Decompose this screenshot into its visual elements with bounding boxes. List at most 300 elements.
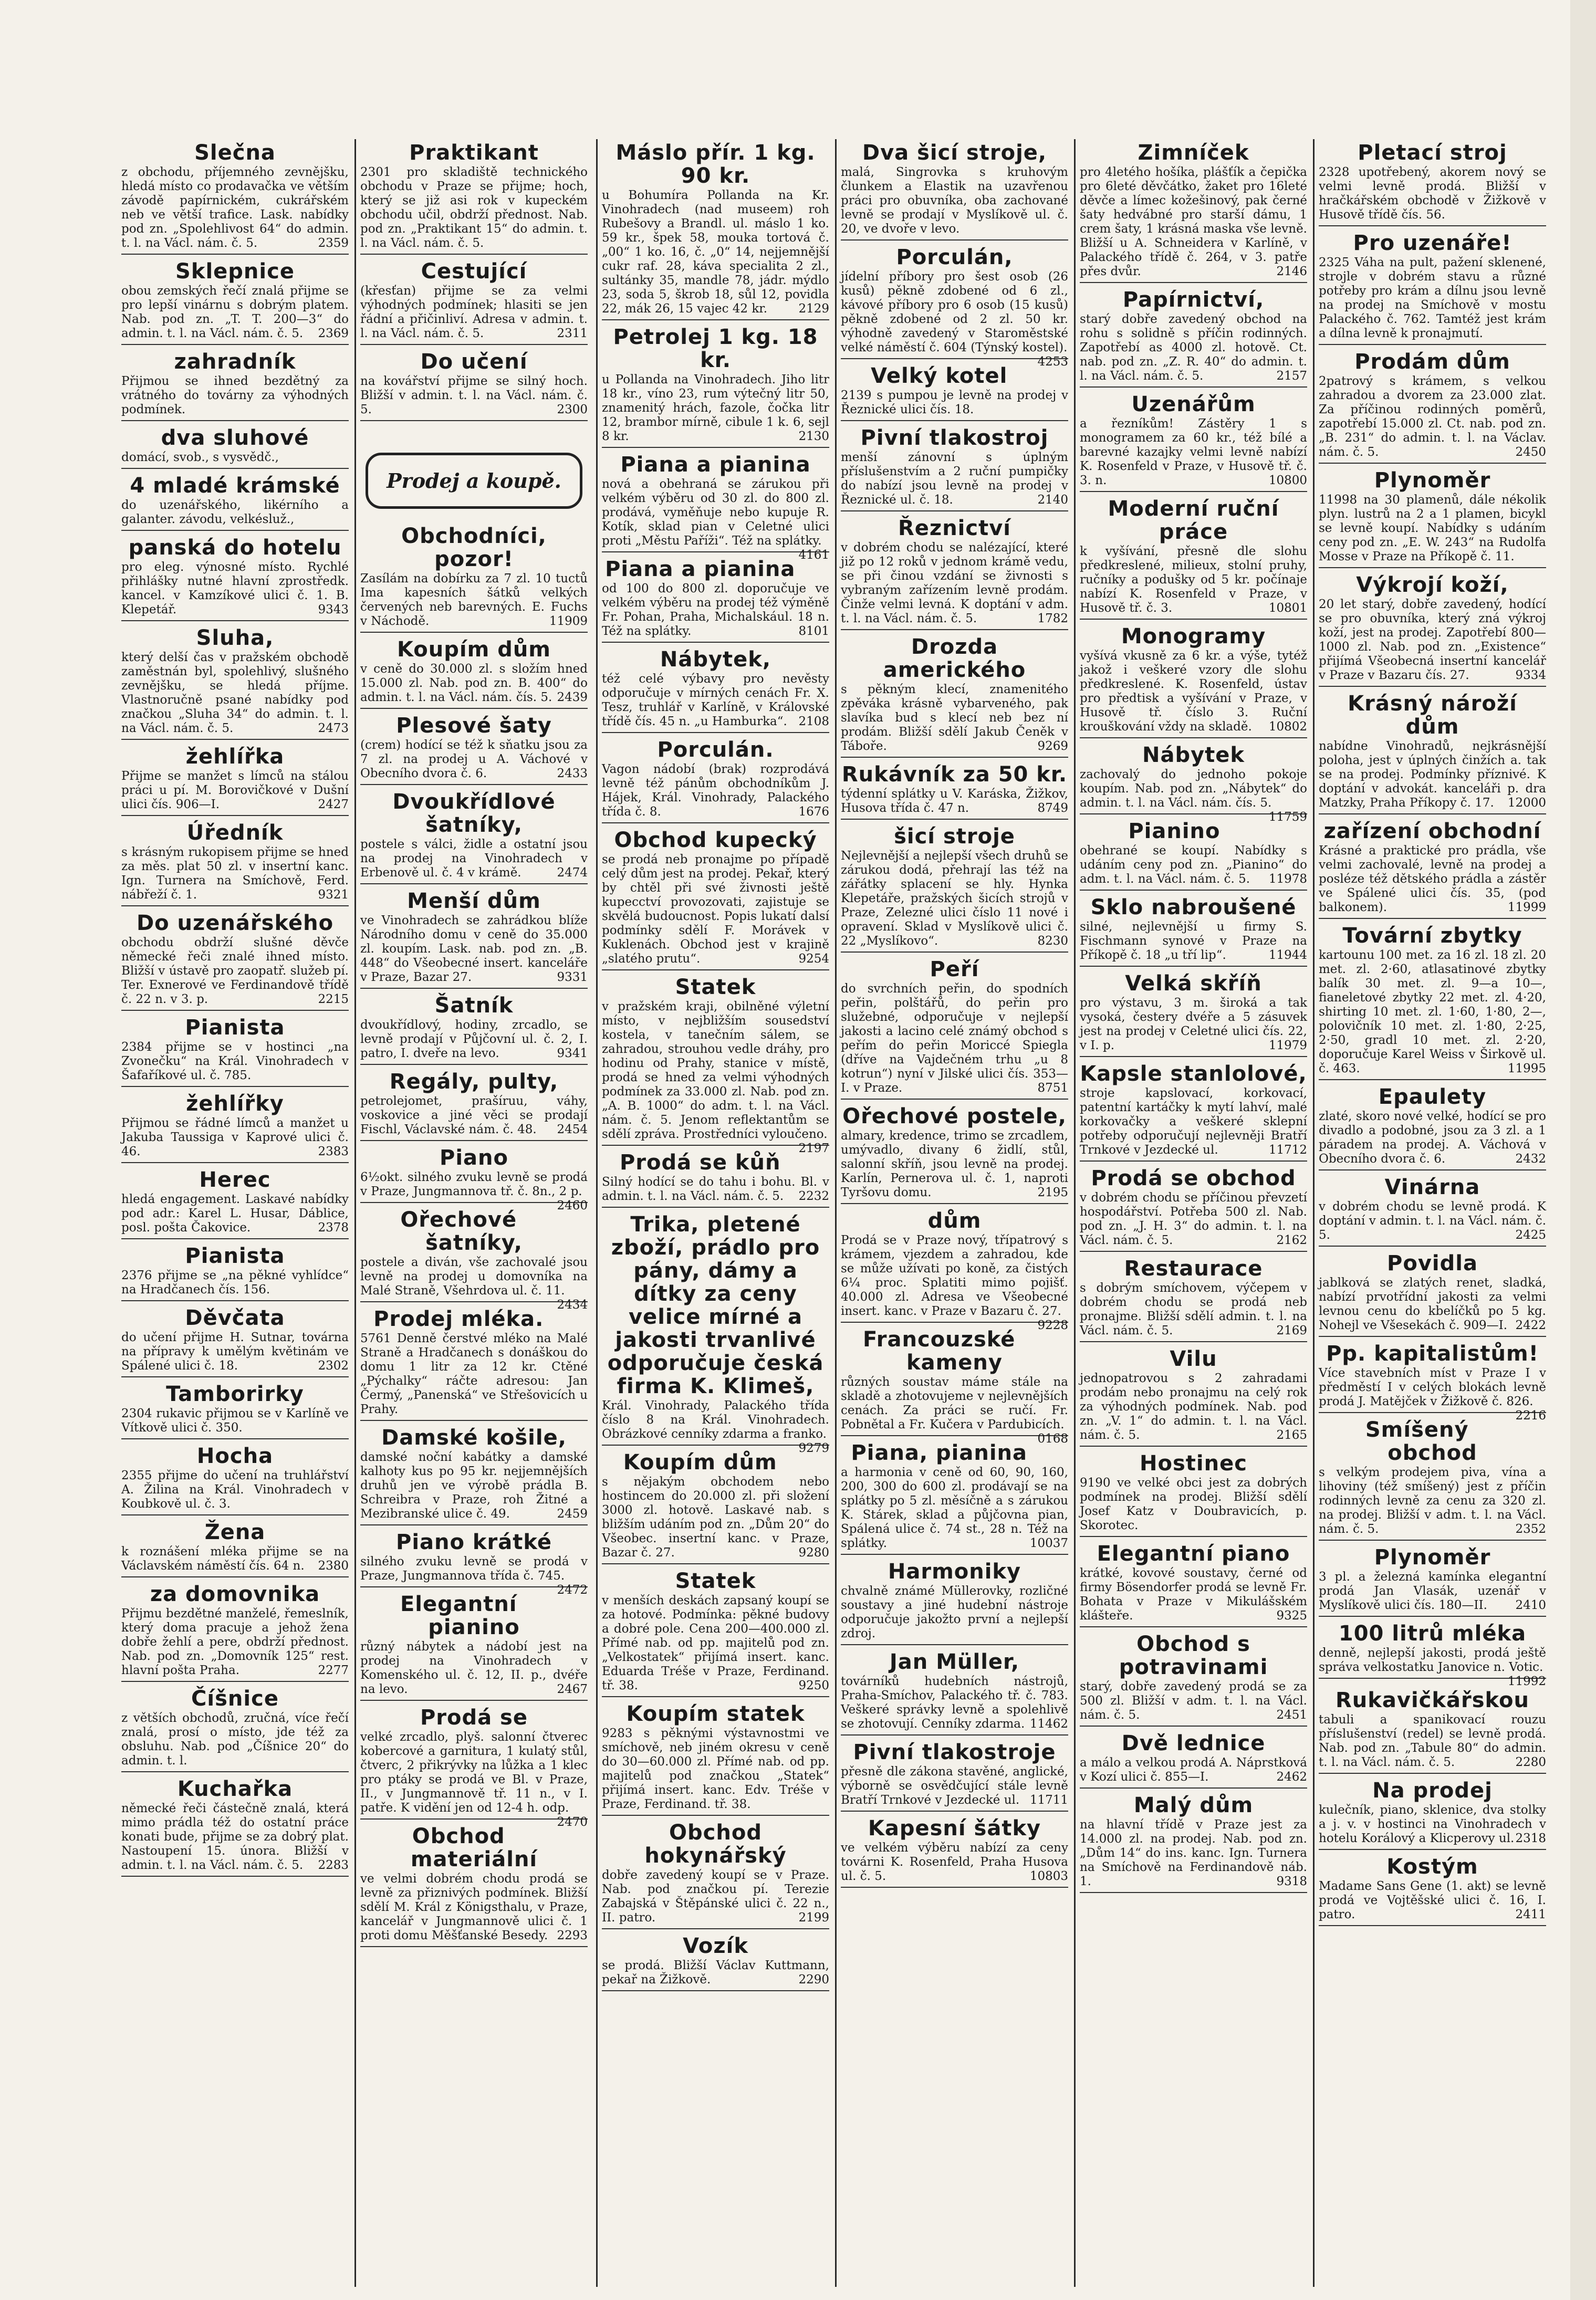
ad-text	[602, 1000, 829, 1155]
ad-text	[1319, 1110, 1546, 1166]
ad-text	[1080, 1372, 1307, 1442]
classified-ad	[121, 260, 349, 345]
ad-heading: panská do hotelu	[128, 536, 342, 560]
ad-number: 2216	[1515, 1409, 1546, 1423]
classified-ad	[1319, 1252, 1546, 1337]
ad-number: 11995	[1507, 1062, 1546, 1075]
classified-ad	[360, 141, 588, 255]
ad-body: v ceně do 30.000 zl. s složím hned 15.000 zl. Nab. pod zn. B. 400“ do admin. t. l. na Václ. nám. čís. 5.	[360, 662, 588, 704]
ad-body: 20 let starý, dobře zavedený, hodící se pro obuvníka, který zná výkroj koží, jest na prodej. Zapotřebí 800—1000 zl. Nab. pod zn. „Existence“ přijímá Všeobecná insertní kancelář v Praze v Bazaru čís. 27.	[1319, 598, 1546, 682]
ad-body: s nějakým obchodem nebo hostincem do 20.000 zl. při složení 3000 zl. hotově. Laskavé nab. s bližším udáním pod zn. „Dům 20“ do Všeobec. insertní kanc. v Praze, Bazar č. 27.	[602, 1475, 829, 1560]
ad-number: 9343	[318, 603, 349, 616]
ad-body: a málo a velkou prodá A. Náprstková v Kozí ulici č. 855—I.	[1080, 1756, 1307, 1784]
classified-ad	[360, 638, 588, 709]
ad-number: 2169	[1276, 1324, 1307, 1337]
ad-number: 2302	[318, 1359, 349, 1373]
ad-number: 2450	[1515, 445, 1546, 459]
ad-text	[1080, 844, 1307, 886]
ad-number: 12000	[1507, 796, 1546, 810]
ad-number: 11711	[1029, 1793, 1068, 1807]
classified-ad	[121, 1583, 349, 1682]
ad-body: menší zánovní s úplným příslušenstvím a 2 ruční pumpičky do nabízí jsou levně na prodej v Řeznické ul. č. 18.	[841, 451, 1068, 507]
ad-heading: Obchod materiální	[410, 1824, 538, 1872]
ad-number: 2129	[798, 302, 829, 316]
classified-ad	[602, 1151, 829, 1208]
ad-body: s pěkným klecí, znamenitého zpěváka krásně vybarveného, pak slavíka bud s klecí neb bez ní prodám. Bližší sdělí Jakub Čeněk v Táboře.	[841, 683, 1068, 753]
ad-heading: Dva šicí stroje,	[862, 141, 1047, 165]
ad-body: postele s válci, židle a ostatní jsou na prodej na Vinohradech v Erbenově ul. č. 4 v krámě.	[360, 838, 588, 880]
ad-body: (crem) hodící se též k sňatku jsou za 7 zl. na prodej u A. Váchové v Obecního dvora č. 6.	[360, 738, 588, 780]
ad-heading: Kapsle stanlolové,	[1080, 1062, 1307, 1086]
ad-text	[360, 1640, 588, 1697]
classified-ad	[602, 1212, 829, 1455]
ad-body: s dobrým smíchovem, výčepem v dobrém chodu se prodá neb pronajme. Bližší sdělí admin. t. l. na Václ. nám. č. 5.	[1080, 1281, 1307, 1337]
classified-ad	[841, 364, 1068, 421]
ad-number: 0168	[1037, 1432, 1068, 1446]
ad-body: kulečník, piano, sklenice, dva stolky a j. v. v hostinci na Vinohradech v hotelu Korálový a Klicperovy ul.	[1319, 1803, 1546, 1845]
ad-body: u Pollanda na Vinohradech. Jiho litr 18 kr., víno 23, rum výtečný litr 50, znamenitý hrách, fazole, čočka litr 12, brambor mírně, cibule 1 k. 6, sejl 8 kr.	[602, 373, 829, 443]
ad-text	[602, 373, 829, 444]
classified-ad	[1080, 1633, 1307, 1727]
ad-number: 2140	[1037, 493, 1068, 507]
ad-number: 2434	[557, 1298, 588, 1312]
ad-body: Vagon nádobí (brak) rozprodává levně též pánům obchodníkům J. Hájek, Král. Vinohrady, Palackého třída č. 8.	[602, 762, 829, 819]
classified-ad	[1080, 820, 1307, 891]
ad-number: 2283	[318, 1858, 349, 1872]
ad-text	[1319, 739, 1546, 810]
ad-number: 2433	[557, 767, 588, 780]
ad-heading: Damské košile,	[381, 1426, 567, 1450]
ad-body: v dobrém chodu se nalézající, které již po 12 roků v jednom krámě vedu, se při činou vzdání se živnosti s vybraným zařízením levně prodám. Činže velmi levná. K doptání v adm. t. l. na Václ. nám. č. 5.	[841, 541, 1068, 625]
ad-body: 9190 ve velké obci jest za dobrých podmínek na prodej. Bližší sdělí Josef Katz v Doubravicích, p. Skorotec.	[1080, 1476, 1307, 1532]
ad-body: továrníků hudebních nástrojů, Praha-Smíchov, Palackého tř. č. 783. Veškeré správky levně a spolehlivě se zhotovují. Cenníky zdarma.	[841, 1675, 1068, 1731]
ad-number: 2427	[318, 798, 349, 811]
classified-ad	[841, 1817, 1068, 1888]
classified-ad	[1319, 1418, 1546, 1541]
classified-ad	[602, 738, 829, 823]
ad-heading: Koupím dům	[623, 1450, 777, 1475]
ad-number: 11712	[1268, 1143, 1307, 1157]
ad-number: 2195	[1037, 1186, 1068, 1199]
ad-heading: Koupím dům	[397, 637, 551, 662]
ad-text	[1080, 920, 1307, 963]
classified-ad	[360, 790, 588, 884]
ad-body: v dobrém chodu se příčinou převzetí hospodářství. Potřeba 500 zl. Nab. pod zn. „J. H. 3“ do admin. t. l. na Václ. nám. č. 5.	[1080, 1191, 1307, 1247]
classified-ad	[360, 890, 588, 989]
classified-ad	[841, 426, 1068, 511]
ad-text	[121, 1040, 349, 1083]
ad-number: 1782	[1037, 612, 1068, 625]
ad-number: 2290	[798, 1973, 829, 1987]
ad-text	[841, 1466, 1068, 1551]
ad-heading: Nábytek	[1142, 743, 1245, 767]
ad-heading: Pianista	[185, 1244, 285, 1268]
page-edge-shadow	[1570, 0, 1596, 2300]
column-rule	[596, 139, 598, 2287]
ad-number: 8101	[798, 624, 829, 638]
ad-text	[602, 1727, 829, 1812]
ad-heading: Povidla	[1387, 1251, 1478, 1276]
classified-ad	[360, 525, 588, 633]
ad-text	[360, 165, 588, 250]
ad-body: do uzenářského, likérního a galanter. závodu, velkésluž.,	[121, 498, 349, 526]
column-rule	[1313, 139, 1315, 2287]
ad-text	[602, 1959, 829, 1987]
ad-heading: Dvoukřídlové šatníky,	[392, 790, 556, 837]
ad-heading: Kostým	[1386, 1855, 1478, 1879]
ad-number: 11759	[1268, 810, 1307, 824]
ad-number: 10803	[1029, 1869, 1068, 1883]
ad-body: k roznášení mléka přijme se na Václavském náměstí čís. 64 n.	[121, 1545, 349, 1573]
classified-ad	[121, 1521, 349, 1577]
ad-text	[1080, 1756, 1307, 1784]
classified-ad	[602, 1935, 829, 1991]
classified-ad	[602, 1702, 829, 1816]
ad-heading: Statek	[675, 975, 756, 999]
ad-body: Král. Vinohrady, Palackého třída číslo 8 na Král. Vinohradech. Obrázkové cenníky zdarma a franko.	[602, 1399, 829, 1441]
ad-text	[602, 762, 829, 819]
ad-text	[841, 389, 1068, 417]
classified-ad	[602, 1451, 829, 1564]
ad-text	[121, 769, 349, 812]
ad-heading: Vinárna	[1384, 1175, 1480, 1199]
ad-heading: Slečna	[194, 141, 276, 165]
ad-heading: Epaulety	[1378, 1085, 1487, 1109]
ad-text	[602, 477, 829, 562]
classified-ad	[1080, 743, 1307, 824]
ad-body: Přijmu bezdětné manželé, řemeslník, který doma pracuje a jehož žena dobře žehlí a pere, obdrží přednost. Nab. pod zn. „Domovník 125“ rest. hlavní pošta Praha.	[121, 1607, 349, 1677]
ad-heading: Praktikant	[409, 141, 539, 165]
classified-ad	[1080, 1794, 1307, 1893]
ad-number: 2352	[1515, 1522, 1546, 1536]
ad-heading: Papírnictví,	[1122, 288, 1265, 312]
ad-number: 8230	[1037, 934, 1068, 948]
ad-heading: Obchodníci, pozor!	[401, 524, 547, 571]
ad-heading: Prodá se obchod	[1091, 1166, 1296, 1190]
ad-body: hledá engagement. Laskavé nabídky pod adr.: Karel L. Husar, Dáblice, posl. pošta Čakovice.	[121, 1193, 349, 1235]
ad-text	[121, 1193, 349, 1235]
classified-ad	[841, 1560, 1068, 1645]
classified-ad	[1319, 1546, 1546, 1617]
ad-text	[1080, 312, 1307, 383]
classified-ad	[1319, 469, 1546, 568]
ad-body: 2301 pro skladiště technického obchodu v Praze se přijme; hoch, který se již asi rok v kupeckém obchodu učil, obdrží přednost. Nab. pod zn. „Praktikant 15“ do admin. t. l. na Václ. nám. č. 5.	[360, 165, 588, 250]
classified-ad	[121, 821, 349, 906]
ad-number: 2451	[1276, 1708, 1307, 1722]
ad-number: 2318	[1515, 1832, 1546, 1845]
ad-text	[121, 1711, 349, 1768]
ad-body: 5761 Denně čerstvé mléko na Malé Straně a Hradčanech s donáškou do domu 1 litr za 12 kr. Ctěné „Pýchalky“ ráčte adresou: Jan Čermý, „Panenská“ ve Střešovicích u Prahy.	[360, 1332, 588, 1416]
ad-text	[602, 582, 829, 639]
ad-text	[360, 284, 588, 341]
ad-heading: Šatník	[434, 994, 514, 1018]
ad-text	[1319, 1276, 1546, 1333]
ad-text	[1080, 1191, 1307, 1248]
ad-heading: Ořechové postele,	[842, 1104, 1067, 1128]
ad-text	[841, 982, 1068, 1095]
ad-body: chvalně známé Müllerovky, rozličné soustavy a jiné hudební nástroje odporučuje jakožto první a nejlepší zdroj.	[841, 1584, 1068, 1640]
classified-ad	[121, 350, 349, 421]
ad-text	[602, 853, 829, 966]
ad-heading: Na prodej	[1372, 1779, 1493, 1803]
ad-heading: Plynoměr	[1374, 468, 1491, 493]
ad-body: nabídne Vinohradů, nejkrásnější poloha, jest v úplných činžích a. tak se na prodej. Podmínky příznivé. K doptání v advokát. kanceláři p. dra Matzky, Praha Příkopy č. 17.	[1319, 739, 1546, 810]
ad-body: postele a diván, vše zachovalé jsou levně na prodej u domovníka na Malé Straně, Všehrdova ul. č. 11.	[360, 1256, 588, 1298]
ad-body: damské noční kabátky a damské kalhoty kus po 95 kr. nejjemnějších druhů jen ve výrobě prádla B. Schreibra v Praze, roh Žitné a Mezibranské ulice č. 49.	[360, 1450, 588, 1521]
classified-ad	[1319, 924, 1546, 1080]
ad-number: 9280	[798, 1546, 829, 1560]
classified-ad	[841, 141, 1068, 241]
ad-body: 2384 přijme se v hostinci „na Zvonečku“ na Král. Vinohradech v Šafaříkové ul. č. 785.	[121, 1040, 349, 1082]
ad-heading: Herec	[199, 1168, 271, 1192]
ad-number: 2380	[318, 1559, 349, 1573]
ad-number: 2422	[1515, 1319, 1546, 1332]
ad-text	[1080, 1818, 1307, 1889]
ad-text	[1319, 256, 1546, 341]
ad-text	[1080, 1281, 1307, 1338]
ad-text	[841, 541, 1068, 626]
ad-body: do učení přijme H. Sutnar, továrna na přípravy k umělým květinám ve Spálené ulici č. 18.	[121, 1331, 349, 1373]
ad-heading: Harmoniky	[888, 1560, 1021, 1584]
ad-number: 2467	[557, 1682, 588, 1696]
classified-ad	[121, 1383, 349, 1439]
classified-ad	[841, 1441, 1068, 1555]
ad-body: ve velmi dobrém chodu prodá se levně za přiznivých podmínek. Bližší sdělí M. Král z Königsthalu, v Praze, kancelář v Jungmannově ulici č. 1 proti domu Měšťanské Besedy.	[360, 1872, 588, 1942]
ad-body: 2patrový s krámem, s velkou zahradou a dvorem za 23.000 zlat. Za příčinou rodinných poměrů, zapotřebí 15.000 zl. Ct. nab. pod zn. „B. 231“ do admin. t. l. na Václav. nám. č. 5.	[1319, 374, 1546, 459]
ad-body: a řezníkům! Zástěry 1 s monogramem za 60 kr., též bílé a barevné kazajky velmi levně nabízí K. Rosenfeld v Praze, v Husově tř. č. 3. n.	[1080, 417, 1307, 487]
ad-text	[121, 560, 349, 617]
ad-number: 9321	[318, 888, 349, 902]
ad-body: vyšívá vkusně za 6 kr. a výše, tytéž jakož i veškeré vzory dle slohu předkreslené. K. Rosenfeld, ústav pro předtisk a vyšívání v Praze, v Husově tř. číslo 3. Ruční krouškování vždy na skladě.	[1080, 649, 1307, 734]
ad-heading: Rukavičkářskou	[1336, 1688, 1529, 1712]
classified-ad	[360, 1426, 588, 1525]
ad-body: 6½okt. silného zvuku levně se prodá v Praze, Jungmannova tř. č. 8n., 2 p.	[360, 1170, 588, 1198]
ad-body: Prodá se v Praze nový, třípatrový s krámem, vjezdem a zahradou, kde se může užívati po koně, za čistých 6¼ proc. Splatiti mimo pojišť. 40.000 zl. Adresa ve Všeobecné insert. kanc. v Praze v Bazaru č. 27.	[841, 1233, 1068, 1318]
ad-heading: Řeznictví	[898, 516, 1011, 540]
ad-body: z obchodu, příjemného zevnějšku, hledá místo co prodavačka ve větším závodě papírnickém, cukrářském neb ve větší trafice. Lask. nabídky pod zn. „Spolehlivost 64“ do admin. t. l. na Václ. nám. č. 5.	[121, 165, 349, 250]
ad-heading: Porculán,	[896, 245, 1013, 269]
classified-ad	[841, 1741, 1068, 1812]
ad-number: 2432	[1515, 1152, 1546, 1166]
ad-number: 11999	[1507, 901, 1546, 914]
column-3	[599, 139, 832, 2287]
ad-text	[360, 1450, 588, 1521]
ad-heading: Ořechové šatníky,	[400, 1208, 523, 1255]
ad-number: 11944	[1268, 948, 1307, 962]
ad-text	[841, 1233, 1068, 1332]
classified-ad	[121, 1445, 349, 1515]
ad-body: silného zvuku levně se prodá v Praze, Jungmannova třída č. 745.	[360, 1555, 588, 1583]
ad-number: 2410	[1515, 1598, 1546, 1612]
classified-ad	[1319, 1342, 1546, 1423]
ad-heading: Peří	[930, 957, 979, 981]
ad-body: různých soustav máme stále na skladě a zhotovujeme v nejlevnějších cenách. Za práci se ručí. Fr. Pobnětal a Fr. Kučera v Pardubicích.	[841, 1375, 1068, 1431]
ad-body: Více stavebních míst v Praze I v předměstí I v celých blokách levně prodá J. Matějček v Žižkově č. 826.	[1319, 1366, 1546, 1408]
classified-ad	[121, 626, 349, 740]
ad-body: starý, dobře zavedený prodá se za 500 zl. Bližší v adm. t. l. na Václ. nám. č. 5.	[1080, 1680, 1307, 1722]
ad-body: malá, Singrovka s kruhovým člunkem a Elastik na uzavřenou práci pro obuvníka, oba zachované levně se prodají v Myslíkově ul. č. 20, ve dvoře v levo.	[841, 165, 1068, 236]
ad-heading: Pro uzenáře!	[1353, 231, 1512, 255]
ad-body: 2304 rukavic přijmou se v Karlíně ve Vítkově ulici č. 350.	[121, 1407, 349, 1435]
ad-heading: Krásný nároží dům	[1348, 692, 1517, 739]
ad-body: Přijme se manžet s límců na stálou práci u pí. M. Borovičkové v Dušní ulici čís. 906—I.	[121, 769, 349, 811]
ad-heading: Moderní ruční práce	[1108, 497, 1279, 544]
ad-text	[841, 270, 1068, 369]
classified-ad	[360, 1208, 588, 1312]
ad-text	[121, 1607, 349, 1678]
ad-body: v pražském kraji, obilněné výletní místo, v nejbližším sousedství kostela, v tanečním sálem, se zahradou, strouhou vedle dráhy, pro hodinu od Prahy, stanice v místě, prodá se hned za velmi výhodných podmínek za 33.000 zl. Nab. pod zn. „A. B. 1000“ do adm. t. l. na Václ. nám. č. 5. Jenom reflektantům se sdělí zpráva. Prostředníci vyloučeno.	[602, 1000, 829, 1141]
ad-number: 2454	[557, 1123, 588, 1136]
classified-ad	[121, 912, 349, 1011]
ad-text	[1080, 1086, 1307, 1157]
ad-heading: Pianista	[185, 1016, 285, 1040]
ad-text	[1319, 844, 1546, 915]
ad-number: 9331	[557, 970, 588, 984]
ad-heading: Tovární zbytky	[1342, 924, 1522, 948]
classified-ad	[1080, 972, 1307, 1057]
ad-text	[360, 914, 588, 985]
ad-body: pro 4letého hošíka, plášťík a čepička pro 6leté děvčátko, žaket pro 16leté děvče a límec kožešinový, pak černé šaty hedvábné pro starší dámu, 1 crem šaty, 1 krásná maska vše levně. Bližší u A. Schneidera v Karlíně, v Palackého třídě č. 264, v 3. patře přes dvůr.	[1080, 165, 1307, 278]
ad-heading: Sklo nabroušené	[1090, 895, 1297, 919]
ad-body: 2355 přijme do učení na truhlářství A. Žilina na Král. Vinohradech v Koubkově ul. č. 3.	[121, 1469, 349, 1511]
ad-text	[360, 738, 588, 781]
ad-heading: žehlířka	[185, 745, 285, 769]
ad-text	[121, 1545, 349, 1573]
ad-number: 11462	[1029, 1717, 1068, 1731]
ad-text	[841, 1841, 1068, 1884]
ad-text	[602, 1475, 829, 1560]
classified-ad	[841, 958, 1068, 1100]
ad-number: 2474	[557, 866, 588, 880]
ad-body: se prodá. Bližší Václav Kuttmann, pekař na Žižkově.	[602, 1959, 829, 1987]
ad-heading: Malý dům	[1133, 1793, 1254, 1817]
classified-ad	[121, 1092, 349, 1163]
ad-heading: za domovnika	[150, 1582, 320, 1606]
ad-heading: Do uzenářského	[136, 911, 334, 935]
classified-ad	[1080, 625, 1307, 738]
ad-body: (křesťan) přijme se za velmi výhodných podmínek; hlasiti se jen řádní a přičinliví. Adresa v admin. t. l. na Václ. nám. č. 5.	[360, 284, 588, 340]
column-rule	[1074, 139, 1076, 2287]
ad-heading: Číšnice	[191, 1687, 279, 1711]
column-2	[357, 139, 591, 2287]
ad-text	[841, 1675, 1068, 1731]
classified-ad	[1319, 1085, 1546, 1170]
ad-heading: Drozda amerického	[883, 635, 1026, 682]
ad-number: 2473	[318, 722, 349, 735]
classified-ad	[1319, 1779, 1546, 1850]
ad-body: s krásným rukopisem přijme se hned za měs. plat 50 zl. v insertní kanc. Ign. Turnera na Smíchově, Ferd. nábřeží č. 1.	[121, 845, 349, 902]
classified-ad	[1080, 393, 1307, 492]
ad-body: obchodu obdrží slušné děvče německé řeči znalé ihned místo. Bližší v ústavě pro zaopatř. služeb pí. Ter. Exnerové ve Ferdinandově třídě č. 22 n. v 3. p.	[121, 936, 349, 1006]
ad-body: Přijmou se ihned bezdětný za vrátného do továrny za výhodných podmínek.	[121, 374, 349, 416]
ad-body: jídelní příbory pro šest osob (26 kusů) pěkně zdobené od 6 zl., kávové příbory pro 6 osob (15 kusů) pěkně zdobené od 2 zl. 50 kr. výhodně zavedený v Staroměstské velké náměstí č. 604 (Týnský kostel).	[841, 270, 1068, 354]
ad-text	[360, 374, 588, 417]
classified-ad	[841, 763, 1068, 820]
ad-number: 2439	[557, 691, 588, 704]
classified-ad	[360, 1530, 588, 1597]
classified-ad	[1319, 1684, 1546, 1774]
ad-heading: Velký kotel	[871, 364, 1008, 388]
ad-body: z větších obchodů, zručná, více řečí znalá, prosí o místo, jde též za obsluhu. Nab. pod „Číšnice 20“ do admin. t. l.	[121, 1711, 349, 1768]
ad-body: s velkým prodejem piva, vína a lihoviny (též smíšený) jest z příčin rodinných levně za cenu za 320 zl. na prodej. Bližší v adm. t. l. na Václ. nám. č. 5.	[1319, 1466, 1546, 1536]
classified-ad	[1080, 141, 1307, 283]
classified-ad	[602, 1570, 829, 1697]
ad-body: obehrané se koupí. Nabídky s udáním ceny pod zn. „Pianino“ do adm. t. l. na Václ. nám. č. 5.	[1080, 844, 1307, 886]
ad-heading: Pianino	[1128, 819, 1221, 843]
ad-body: zlaté, skoro nové velké, hodící se pro divadlo a podobné, jsou za 3 zl. a 1 páradem na prodej. A. Váchová v Obecního dvora č. 6.	[1319, 1110, 1546, 1166]
ad-body: v menších deskách zapsaný koupí se za hotové. Podmínka: pěkné budovy a dobré pole. Cena 200—400.000 zl. Přímé nab. od pp. majitelů pod zn. „Velkostatek“ přijímá insert. kanc. Eduarda Tréše v Praze, Ferdinand. tř. 38.	[602, 1594, 829, 1692]
classified-ad	[121, 1016, 349, 1087]
ad-body: 11998 na 30 plamenů, dále nékolik plyn. lustrů na 2 a 1 plamen, bicykl se levně koupí. Nabídky s udáním ceny pod zn. „E. W. 243“ na Rudolfa Mosse v Praze na Příkopě č. 11.	[1319, 493, 1546, 563]
classified-ad	[1080, 1062, 1307, 1162]
ad-number: 4161	[798, 548, 829, 562]
ad-heading: Vilu	[1170, 1347, 1217, 1371]
classified-ad	[360, 1593, 588, 1701]
ad-heading: Prodej mléka.	[373, 1307, 544, 1331]
ad-heading: Sklepnice	[175, 259, 295, 284]
ad-body: německé řeči částečně znalá, která mimo prádla též do ostatní práce konati bude, přijme se za dobrý plat. Nastoupení 15. února. Bližší v admin. t. l. na Václ. nám. č. 5.	[121, 1802, 349, 1872]
ad-number: 2232	[798, 1189, 829, 1203]
ad-heading: Jan Müller,	[889, 1650, 1020, 1674]
ad-body: různý nábytek a nádobí jest na prodej na Vinohradech v Komenského ul. č. 12, II. p., dvéře na levo.	[360, 1640, 588, 1696]
ad-text	[841, 1375, 1068, 1446]
classified-ad	[602, 326, 829, 448]
ad-number: 2411	[1515, 1908, 1546, 1921]
classified-ad	[602, 648, 829, 733]
ad-body: Zasílám na dobírku za 7 zl. 10 tuctů Ima kapesních šátků velkých červených neb barevných. E. Fuchs v Náchodě.	[360, 572, 588, 628]
ad-text	[841, 849, 1068, 948]
ad-body: přesně dle zákona stavěné, anglické, výborně se osvědčující stále levně Bratří Trnkové v Jezdecké ul.	[841, 1765, 1068, 1807]
ad-heading: Restaurace	[1124, 1257, 1263, 1281]
ad-text	[360, 838, 588, 880]
ad-text	[1319, 598, 1546, 683]
ad-body: 3 pl. a železná kamínka elegantní prodá Jan Vlasák, uzenář v Myslíkově ulici čís. 180—II.	[1319, 1570, 1546, 1612]
ad-body: Nejlevnější a nejlepší všech druhů se zárukou dodá, přehrají las též na zářátky splacení se hly. Hynka Klepetáře, pražských šicích strojů v Praze, Zelezné ulici číslo 11 nové i opravení. Sklad v Myslíkově ulici č. 22 „Myslíkovo“.	[841, 849, 1068, 948]
classified-ad	[841, 517, 1068, 630]
ad-text	[360, 572, 588, 629]
ad-text	[1080, 768, 1307, 824]
ad-heading: Monogramy	[1121, 624, 1266, 649]
ad-text	[841, 1584, 1068, 1641]
ad-text	[121, 1407, 349, 1435]
ad-text	[121, 1331, 349, 1373]
ad-heading: Kapesní šátky	[868, 1816, 1041, 1841]
ad-body: starý dobře zavedený obchod na rohu s solidně s příčin rodinných. Zapotřebí as 4000 zl. hotově. Ct. nab. pod zn. „Z. R. 40“ do admin. t. l. na Václ. nám. č. 5.	[1080, 312, 1307, 383]
ad-text	[121, 374, 349, 417]
ad-body: Madame Sans Gene (1. akt) se levně prodá ve Vojtěšské ulici č. 16, I. patro.	[1319, 1879, 1546, 1921]
ad-body: u Bohumíra Pollanda na Kr. Vinohradech (nad museem) roh Rubešovy a Brandl. ul. máslo 1 ko. 59 kr., špek 58, mouka tortová č. „00“ 1 ko. 16, č. „0“ 14, nejjemnější cukr raf. 28, káva specialita 2 zl., sultánky 35, mandle 78, jádr. mýdlo 23, soda 5, škrob 18, sůl 12, povidla 22, mák 26, 15 vajec 42 kr.	[602, 189, 829, 316]
ad-heading: Velká skříň	[1125, 971, 1262, 996]
ad-text	[1080, 996, 1307, 1053]
ad-body: domácí, svob., s vysvědč.,	[121, 451, 279, 464]
ad-heading: Petrolej 1 kg. 18 kr.	[613, 325, 818, 372]
ad-body: almary, kredence, trimo se zrcadlem, umývadlo, divany 6 židlí, stůl, salonní skříň, jsou levně na prodej. Karlín, Pernerova ul. č. 1, naproti Tyršovu domu.	[841, 1129, 1068, 1199]
ad-number: 9334	[1515, 668, 1546, 682]
ad-heading: žehlířky	[186, 1092, 284, 1116]
ad-body: též celé výbavy pro nevěsty odporučuje v mírných cenách Fr. X. Tesz, truhlář v Karlíně, v Královské třídě čís. 45 n. „u Hamburka“.	[602, 672, 829, 728]
ad-text	[121, 1269, 349, 1297]
ad-text	[121, 498, 349, 527]
classified-ad	[1319, 692, 1546, 814]
ad-body: k vyšívání, přesně dle slohu předkreslené, milieux, stolní pruhy, ručníky a podušky od 5 kr. počínaje nabízí K. Rosenfeld v Praze, v Husově tř. č. 3.	[1080, 545, 1307, 615]
ad-number: 2369	[318, 327, 349, 340]
classified-ad	[1319, 232, 1546, 345]
ad-text	[1319, 948, 1546, 1076]
ad-number: 9228	[1037, 1319, 1068, 1332]
ad-text	[1080, 165, 1307, 279]
ad-heading: Hostinec	[1140, 1451, 1247, 1476]
classified-ad	[360, 1825, 588, 1947]
